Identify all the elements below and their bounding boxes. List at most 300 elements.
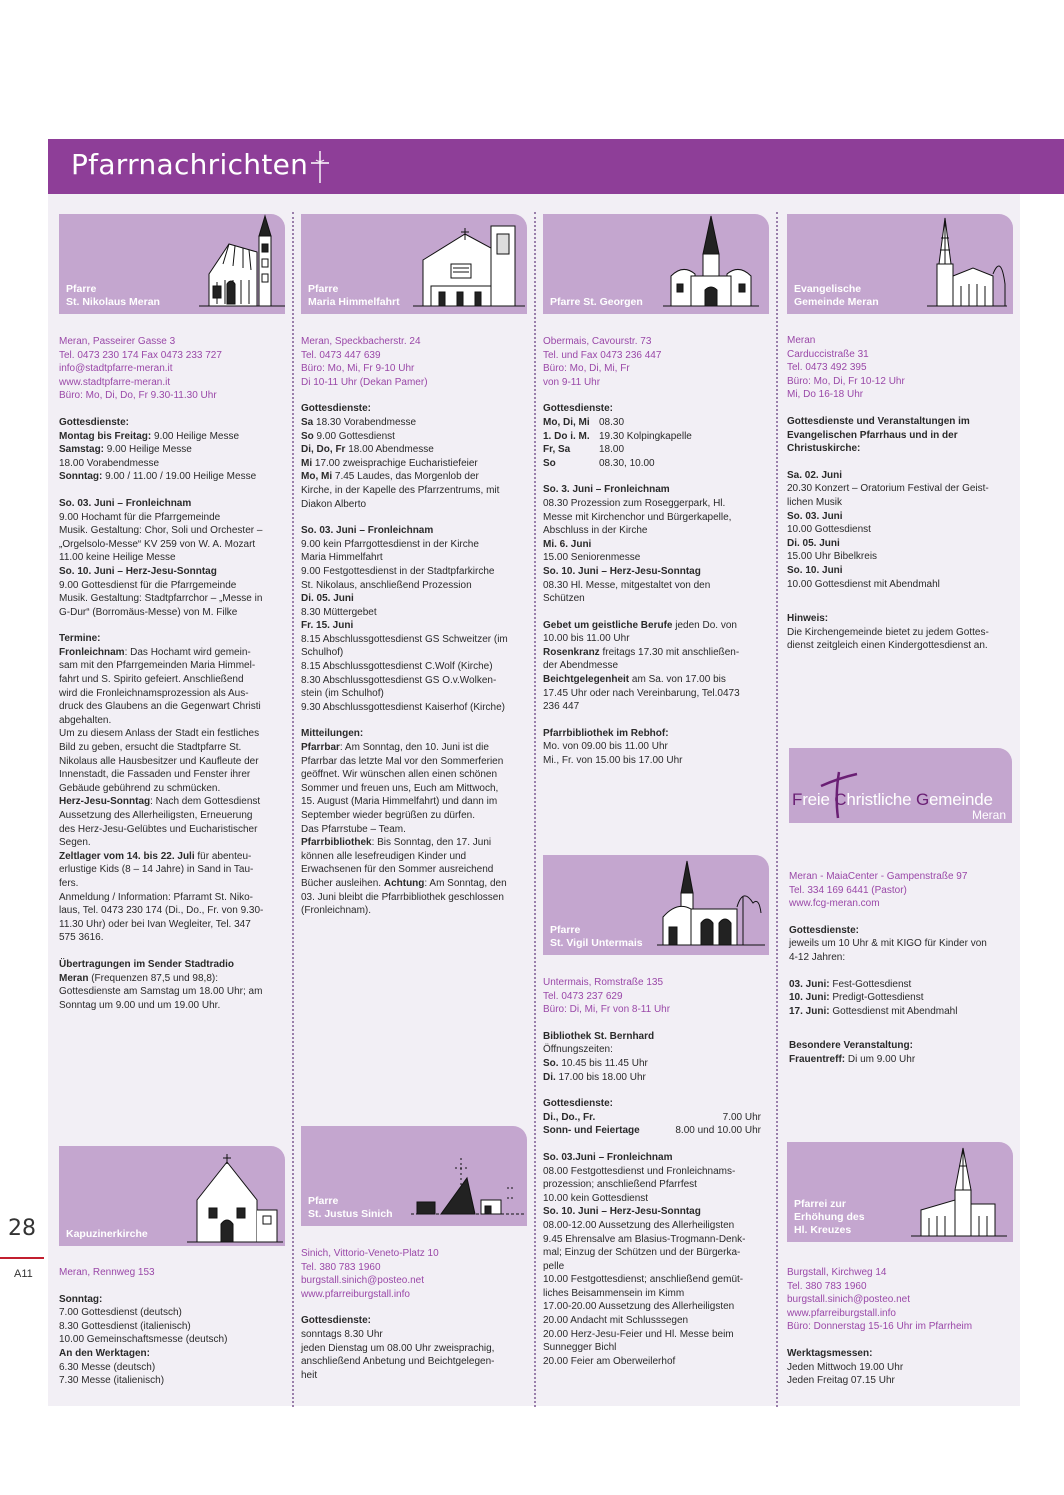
phone: Tel. 0473 237 629: [543, 990, 623, 1002]
text: Bild zu geben, ersucht die Stadtpfarre St.: [59, 742, 242, 754]
column-fcg: [789, 870, 1015, 1067]
contact-block: [543, 335, 769, 389]
column-kapuzinerkirche: [59, 1146, 285, 1388]
address: Meran, Passeirer Gasse 3: [59, 336, 176, 347]
text: der Abendmesse: [543, 660, 619, 672]
text: G-Dur“ (Borromäus-Messe) von M. Filke: [59, 606, 238, 618]
column-evangelische-gemeinde: [787, 214, 1013, 653]
parish-name: [66, 1228, 148, 1241]
label: Samstag:: [59, 444, 105, 456]
label: 1. Do i. M.: [543, 430, 590, 442]
office-hours: Büro: Mo, Di, Fr 10-12 Uhr: [787, 375, 905, 387]
section-heading: Gottesdienste und Veranstaltungen im: [787, 415, 970, 427]
header-bar: [48, 139, 1064, 194]
text: 8.30 Abschlussgottesdienst GS O.v.Wolken-: [301, 674, 497, 686]
label: Fr, Sa: [543, 444, 571, 456]
office-hours: von 9-11 Uhr: [543, 376, 601, 388]
parish-banner: [59, 1146, 285, 1246]
label: Meran: [59, 972, 89, 984]
text: 8.15 Abschlussgottesdienst C.Wolf (Kirche): [301, 661, 493, 673]
text: Segen.: [59, 837, 91, 849]
email-link[interactable]: burgstall.sinich@posteo.net: [301, 1275, 424, 1287]
text: Die Kirchengemeinde bietet zu jedem Gottes-: [787, 626, 989, 638]
logo-word: hristliche: [846, 790, 916, 809]
label: Pfarrbibliothek: [301, 837, 372, 849]
banner-line: Pfarre: [308, 283, 339, 295]
text: Bücher ausleihen.: [301, 877, 384, 889]
text: können alle lesefreudigen Kinder und: [301, 850, 467, 862]
phone: Tel. 380 783 1960: [787, 1280, 867, 1292]
text: Sonntag um 9.00 und um 19.00 Uhr.: [59, 999, 221, 1011]
text: sonntags 8.30 Uhr: [301, 1328, 383, 1340]
text: 7.45 Laudes, das Morgenlob der: [332, 471, 479, 483]
text: 08.00-12.00 Aussetzung des Allerheiligsten: [543, 1219, 735, 1231]
label: Di, Do, Fr: [301, 444, 346, 456]
column-divider: [534, 212, 536, 1407]
section-heading: So. 03. Juni – Fronleichnam: [301, 525, 434, 537]
section-body: [787, 1347, 1013, 1388]
logo-word: reie: [802, 790, 835, 809]
section-heading: Termine:: [59, 633, 101, 645]
section-heading: Evangelischen Pfarrhaus und in der: [787, 429, 958, 441]
banner-line: Hl. Kreuzes: [794, 1224, 852, 1236]
church-illustration-icon: [411, 1148, 525, 1226]
text: 8.15 Abschlussgottesdienst GS Schweitzer (im: [301, 633, 508, 645]
label: Fronleichnam: [59, 646, 125, 658]
label: Pfarrbar: [301, 742, 340, 754]
text: 9.00 Hochamt für die Pfarrgemeinde: [59, 511, 221, 523]
section-body: [789, 924, 1015, 1067]
church-illustration-icon: [911, 1144, 1007, 1240]
text: Diakon Alberto: [301, 498, 367, 510]
text: 7.30 Messe (italienisch): [59, 1375, 165, 1387]
section-heading: So. 10. Juni – Herz-Jesu-Sonntag: [59, 565, 217, 577]
banner-line: Pfarre: [308, 1195, 339, 1207]
website-link[interactable]: www.pfarreiburgstall.info: [787, 1307, 896, 1319]
text: für abenteu-: [194, 850, 252, 862]
text: 18.00: [599, 444, 625, 456]
text: geöffnet. Wir wünschen allen einen schönen: [301, 769, 498, 781]
section-heading: Gottesdienste:: [789, 924, 860, 936]
church-illustration-icon: [199, 214, 285, 314]
parish-name: [550, 924, 643, 950]
text: abgehalten.: [59, 714, 112, 726]
address: Meran: [787, 335, 816, 346]
section-heading: So. 03. Juni – Fronleichnam: [59, 497, 192, 509]
parish-name: [794, 283, 879, 309]
phone: Tel. 0473 447 639: [301, 349, 381, 361]
text: Erwachsenen für den Sommer ausreichend: [301, 864, 494, 876]
text: liches Beisammensein im Kimm: [543, 1287, 685, 1299]
label: Di., Do., Fr.: [543, 1111, 596, 1123]
column-divider: [292, 212, 294, 1407]
text: Schulhof): [301, 647, 344, 659]
label: 03. Juni:: [789, 978, 830, 990]
column-st-nikolaus: [59, 214, 285, 1012]
text: 10.00 Gottesdienst mit Abendmahl: [787, 578, 940, 590]
text: Sunnegger Bichl: [543, 1342, 617, 1354]
section-body: [301, 1314, 527, 1382]
text: Abschluss in der Kirche: [543, 525, 648, 537]
section-heading: Gottesdienste:: [301, 403, 372, 415]
text: : Das Hochamt wird gemein-: [124, 646, 251, 658]
label: Mo, Mi: [301, 471, 333, 483]
office-hours: Mi, Do 16-18 Uhr: [787, 389, 864, 401]
text: : Am Sonntag, den: [424, 877, 507, 889]
parish-name: [66, 283, 160, 309]
section-heading: Übertragungen im Sender Stadtradio: [59, 958, 235, 970]
text: 9.00 kein Pfarrgottesdienst in der Kirche: [301, 538, 479, 550]
text: 9.00 Heilige Messe: [151, 430, 240, 442]
parish-banner: [787, 1142, 1013, 1242]
parish-banner: [787, 214, 1013, 314]
text: 17.00 zweisprachige Eucharistiefeier: [312, 457, 478, 469]
text: 10.00 Festgottesdienst; anschließend gemüt-: [543, 1274, 744, 1286]
phone: Tel. 334 169 6441 (Pastor): [789, 884, 907, 896]
text: fers.: [59, 877, 79, 889]
parish-name: [794, 1198, 865, 1237]
text: 9.45 Ehrensalve am Blasius-Trogmann-Denk-: [543, 1233, 746, 1245]
text: Predigt-Gottesdienst: [829, 992, 924, 1004]
text: Musik. Gestaltung: Stadtpfarrchor – „Messe in: [59, 593, 263, 605]
label: Di.: [543, 1071, 556, 1083]
label: 10. Juni:: [789, 992, 830, 1004]
parish-banner: [59, 214, 285, 314]
column-divider: [776, 212, 778, 1407]
text: freitags 17.30 mit anschließen-: [599, 646, 740, 658]
website-link[interactable]: www.stadtpfarre-meran.it: [59, 376, 171, 388]
church-illustration-icon: [927, 214, 1007, 314]
text: 8.30 Müttergebet: [301, 606, 377, 618]
text: 11.30 Uhr) oder bei Ivan Wegleiter, Tel. 347: [59, 918, 251, 930]
office-hours: Büro: Donnerstag 15-16 Uhr im Pfarrheim: [787, 1321, 973, 1333]
text: jeden Do. von: [672, 619, 737, 631]
parish-banner: [301, 1126, 527, 1226]
logo-letter: G: [915, 790, 929, 809]
parish-banner: [301, 214, 527, 314]
section-body: [543, 1030, 769, 1369]
section-body: [543, 402, 769, 767]
church-illustration-icon: [663, 214, 759, 314]
text: Maria Himmelfahrt: [301, 552, 383, 564]
text: Musik. Gestaltung: Chor, Soli und Orchester –: [59, 525, 263, 537]
contact-block: [543, 976, 769, 1017]
phone: Tel. und Fax 0473 236 447: [543, 349, 662, 361]
text: 236 447: [543, 701, 580, 713]
text: 08.30: [599, 416, 625, 428]
address: Meran, Rennweg 153: [59, 1267, 155, 1278]
text: 17.45 Uhr oder nach Vereinbarung, Tel.0473: [543, 687, 740, 699]
label: Mi: [301, 457, 313, 469]
text: 03. Juni bleibt die Pfarrbibliothek geschlossen: [301, 891, 504, 903]
label: So: [543, 457, 556, 469]
office-hours: Büro: Mo, Di, Do, Fr 9.30-11.30 Uhr: [59, 390, 217, 402]
address: Meran, Speckbacherstr. 24: [301, 336, 421, 347]
text: 6.30 Messe (deutsch): [59, 1361, 156, 1373]
text: : Am Sonntag, den 10. Juni ist die: [339, 742, 489, 754]
phone: Tel. 380 783 1960: [301, 1261, 381, 1273]
label: So: [301, 430, 314, 442]
email-link[interactable]: burgstall.sinich@posteo.net: [787, 1294, 910, 1306]
text: 7.00 Gottesdienst (deutsch): [59, 1307, 182, 1319]
contact-block: [301, 1247, 527, 1301]
section-code: A11: [14, 1268, 33, 1280]
section-heading: Gottesdienste:: [543, 403, 614, 415]
text: sam mit den Pfarrgemeinden Maria Himmel-: [59, 660, 256, 672]
section-heading: So. 03. Juni: [787, 510, 843, 522]
parish-banner: [543, 855, 769, 955]
text: 20.00 Andacht mit Schlusssegen: [543, 1315, 689, 1327]
parish-name: [550, 296, 643, 309]
text: Messe mit Kirchenchor und Bürgerkapelle,: [543, 511, 732, 523]
text: 17.00 bis 18.00 Uhr: [555, 1071, 646, 1083]
text: St. Nikolaus, anschließend Prozession: [301, 579, 472, 591]
text: 18.00 Vorabendmesse: [59, 457, 160, 469]
section-heading: Fr. 15. Juni: [301, 620, 354, 632]
label: Achtung: [383, 877, 425, 889]
parish-name: [308, 1195, 393, 1221]
label: Sonntag:: [59, 471, 103, 483]
banner-line: Pfarre: [550, 924, 581, 936]
text: Pfarrbar das letzte Mal vor den Sommerferien: [301, 755, 504, 767]
phone: Tel. 0473 492 395: [787, 362, 867, 374]
address: Sinich, Vittorio-Veneto-Platz 10: [301, 1248, 439, 1259]
text: 19.30 Kolpingkapelle: [599, 430, 692, 442]
text: Schützen: [543, 593, 585, 605]
text: 10.00 Gemeinschaftsmesse (deutsch): [59, 1334, 228, 1346]
address: Carduccistraße 31: [787, 348, 869, 360]
section-body: [59, 1293, 285, 1388]
label: Beichtgelegenheit: [543, 674, 630, 686]
banner-line: Pfarrei zur: [794, 1198, 846, 1210]
banner-line: Maria Himmelfahrt: [308, 296, 400, 308]
text: 10.00 kein Gottesdienst: [543, 1192, 649, 1204]
text: 15.00 Seniorenmesse: [543, 552, 641, 564]
text: 10.45 bis 11.45 Uhr: [558, 1057, 648, 1069]
text: wird die Fronleichnamsprozession als Aus-: [59, 687, 249, 699]
section-heading: Di. 05. Juni: [787, 537, 840, 549]
section-heading: So. 03.Juni – Fronleichnam: [543, 1151, 673, 1163]
section-heading: Hinweis:: [787, 613, 829, 625]
text: September wieder begrüßen zu dürfen.: [301, 810, 475, 821]
text: 18.30 Vorabendmesse: [313, 416, 417, 428]
label: Gebet um geistliche Berufe: [543, 619, 673, 631]
text: Nikolaus alle Hausbesitzer und Kaufleute der: [59, 755, 259, 767]
text: 575 3616.: [59, 932, 104, 944]
label: Sa: [301, 416, 314, 428]
phone: Tel. 0473 230 174 Fax 0473 233 727: [59, 349, 222, 361]
address: Burgstall, Kirchweg 14: [787, 1267, 887, 1278]
page-title: Pfarrnachrichten: [71, 148, 309, 181]
email-link[interactable]: info@stadtpfarre-meran.it: [59, 363, 173, 375]
text: Innenstadt, die Fassaden und Fenster ihrer: [59, 769, 251, 781]
fcg-logo-text: [792, 790, 993, 810]
banner-line: Erhöhung des: [794, 1211, 865, 1223]
banner-line: Evangelische: [794, 283, 862, 295]
label: Sonn- und Feiertage: [543, 1125, 640, 1137]
text: heit: [301, 1369, 318, 1381]
text: Jeden Freitag 07.15 Uhr: [787, 1375, 895, 1387]
label: Rosenkranz: [543, 646, 600, 658]
text: 15. August (Maria Himmelfahrt) und dann im: [301, 796, 498, 808]
contact-block: [787, 1266, 1013, 1334]
text: 20.00 Herz-Jesu-Feier und Hl. Messe beim: [543, 1328, 734, 1340]
section-body: [301, 402, 527, 917]
text: 11.00 keine Heilige Messe: [59, 552, 176, 564]
contact-block: [787, 334, 1013, 402]
text: 4-12 Jahren:: [789, 951, 846, 963]
label: Montag bis Freitag:: [59, 430, 152, 442]
section-heading: Mi. 6. Juni: [543, 538, 592, 550]
text: 7.00 Uhr: [722, 1111, 761, 1123]
section-heading: Sa. 02. Juni: [787, 469, 843, 481]
section-heading: So. 10. Juni – Herz-Jesu-Sonntag: [543, 565, 701, 577]
text: Aussetzung des Allerheiligsten, Erneuerung: [59, 810, 253, 821]
label: 17. Juni:: [789, 1005, 830, 1017]
banner-line: St. Justus Sinich: [308, 1208, 393, 1220]
text: des Herz-Jesu-Gelübtes und Eucharistischer: [59, 823, 258, 835]
contact-block: [59, 1266, 285, 1280]
text: anschließend Anbetung und Beichtgelegen-: [301, 1356, 495, 1368]
text: am Sa. von 17.00 bis: [629, 674, 726, 686]
text: erlustige Kids (8 – 14 Jahre) in Sand in Tau-: [59, 864, 254, 876]
text: 20.30 Konzert – Oratorium Festival der Geist-: [787, 483, 989, 495]
text: 9.00 Gottesdienst für die Pfarrgemeinde: [59, 579, 237, 591]
church-illustration-icon: [657, 857, 765, 953]
section-heading: Pfarrbibliothek im Rebhof:: [543, 727, 669, 739]
office-hours: Büro: Di, Mi, Fr von 8-11 Uhr: [543, 1004, 671, 1016]
text: 9.00 Festgottesdienst in der Stadtpfarkirche: [301, 565, 495, 577]
text: Mi., Fr. von 15.00 bis 17.00 Uhr: [543, 755, 683, 767]
column-hl-kreuz: [787, 1142, 1013, 1388]
text: 20.00 Feier am Oberweilerhof: [543, 1355, 676, 1367]
text: Gottesdienst mit Abendmahl: [829, 1005, 958, 1017]
section-heading: So. 10. Juni – Herz-Jesu-Sonntag: [543, 1206, 701, 1218]
text: druck des Glaubens an die Gegenwart Christi: [59, 701, 261, 713]
section-heading: Gottesdienste:: [543, 1098, 614, 1110]
text: lichen Musik: [787, 496, 843, 508]
column-maria-himmelfahrt: [301, 214, 527, 918]
banner-line: Gemeinde Meran: [794, 296, 879, 308]
page-number: 28: [8, 1216, 36, 1241]
text: Jeden Mittwoch 19.00 Uhr: [787, 1361, 904, 1373]
address: Meran - MaiaCenter - Gampenstraße 97: [789, 871, 968, 882]
address: Untermais, Romstraße 135: [543, 977, 664, 988]
text: dienst zeitgleich einen Kindergottesdienst an.: [787, 640, 988, 652]
parish-banner: [543, 214, 769, 314]
parish-name: [308, 283, 400, 309]
label: Zeltlager vom 14. bis 22. Juli: [59, 850, 195, 862]
text: 9.00 Heilige Messe: [104, 444, 192, 456]
church-illustration-icon: [413, 220, 525, 314]
text: 17.00-20.00 Aussetzung des Allerheiligsten: [543, 1301, 735, 1313]
contact-block: [789, 870, 1015, 911]
column-st-georgen: [543, 214, 769, 768]
text: Kirche, in der Kapelle des Pfarrzentrums, mit: [301, 484, 500, 496]
website-link[interactable]: www.pfarreiburgstall.info: [301, 1288, 410, 1300]
text: stein (im Schulhof): [301, 688, 384, 700]
text: mal; Einzug der Schützen und der Bürgerka-: [543, 1247, 741, 1259]
column-st-justus-sinich: [301, 1126, 527, 1382]
text: : Nach dem Gottesdienst: [150, 796, 261, 808]
text: (Fronleichnam).: [301, 905, 372, 917]
text: 8.30 Gottesdienst (italienisch): [59, 1320, 191, 1332]
text: Anmeldung / Information: Pfarramt St. Niko-: [59, 891, 253, 903]
logo-word: emeinde: [928, 790, 993, 809]
text: Gebäude gebührend zu schmücken.: [59, 782, 221, 794]
page-marker-line: [0, 1257, 44, 1259]
label: So.: [543, 1057, 559, 1069]
text: Di um 9.00 Uhr: [845, 1053, 916, 1065]
text: 9.00 Gottesdienst: [313, 430, 395, 442]
section-heading: Werktagsmessen:: [787, 1347, 873, 1359]
text: : Bis Sonntag, den 17. Juni: [371, 837, 492, 849]
banner-line: St. Nikolaus Meran: [66, 296, 160, 308]
text: 9.00 / 11.00 / 19.00 Heilige Messe: [102, 471, 257, 483]
column-st-vigil-untermais: [543, 855, 769, 1368]
office-hours: Büro: Mo, Di, Mi, Fr: [543, 363, 630, 375]
text: fahrt und S. Spirito gefeiert. Anschließend: [59, 674, 244, 686]
contact-block: [301, 335, 527, 389]
banner-line: Kapuzinerkirche: [66, 1228, 148, 1240]
section-heading: So. 3. Juni – Fronleichnam: [543, 484, 670, 496]
website-link[interactable]: www.fcg-meran.com: [789, 898, 880, 910]
text: prozession; anschließend Pfarrfest: [543, 1179, 697, 1191]
text: Fest-Gottesdienst: [829, 978, 912, 990]
logo-letter: C: [834, 790, 847, 809]
text: Das Pfarrstube – Team.: [301, 823, 406, 835]
fcg-logo-banner: [789, 748, 1012, 823]
text: „Orgelsolo-Messe“ KV 259 von W. A. Mozart: [59, 538, 256, 550]
text: 08.30 Hl. Messe, mitgestaltet von den: [543, 579, 711, 591]
text: 15.00 Uhr Bibelkreis: [787, 551, 878, 563]
text: Gottesdienste am Samstag um 18.00 Uhr; am: [59, 986, 263, 998]
text: jeden Dienstag um 08.00 Uhr zweisprachig,: [301, 1342, 495, 1354]
section-body: [59, 416, 285, 1012]
section-heading: Christuskirche:: [787, 443, 861, 455]
text: 8.00 und 10.00 Uhr: [675, 1125, 761, 1137]
label: Herz-Jesu-Sonntag: [59, 796, 151, 808]
label: Mo, Di, Mi: [543, 416, 590, 428]
section-heading: An den Werktagen:: [59, 1347, 150, 1359]
logo-letter: F: [792, 790, 803, 809]
contact-block: [59, 335, 285, 403]
address: Obermais, Cavourstr. 73: [543, 336, 652, 347]
text: pelle: [543, 1260, 565, 1272]
fcg-logo-subtitle: Meran: [971, 808, 1006, 822]
office-hours: Di 10-11 Uhr (Dekan Pamer): [301, 376, 428, 388]
section-heading: Gottesdienste:: [59, 416, 130, 428]
banner-line: St. Vigil Untermais: [550, 937, 643, 949]
section-heading: Bibliothek St. Bernhard: [543, 1030, 655, 1042]
text: jeweils um 10 Uhr & mit KIGO für Kinder von: [789, 938, 987, 950]
text: 08.30, 10.00: [599, 457, 655, 469]
label: Frauentreff:: [789, 1053, 846, 1065]
text: 10.00 bis 11.00 Uhr: [543, 633, 630, 645]
section-heading: Di. 05. Juni: [301, 593, 354, 605]
section-body: [787, 415, 1013, 653]
text: 08.30 Prozession zum Roseggerpark, Hl.: [543, 497, 726, 509]
text: 08.00 Festgottesdienst und Fronleichnams-: [543, 1165, 736, 1177]
section-heading: Gottesdienste:: [301, 1315, 372, 1327]
text: (Frequenzen 87,5 und 98,8):: [88, 972, 218, 984]
text: Um zu diesem Anlass der Stadt ein festliches: [59, 728, 260, 740]
banner-line: Pfarre: [66, 283, 97, 295]
section-heading: Sonntag:: [59, 1293, 103, 1305]
text: 10.00 Gottesdienst: [787, 524, 871, 536]
section-heading: So. 10. Juni: [787, 564, 843, 576]
text: laus, Tel. 0473 230 174 (Di., Do., Fr. von 9.30-: [59, 905, 264, 917]
